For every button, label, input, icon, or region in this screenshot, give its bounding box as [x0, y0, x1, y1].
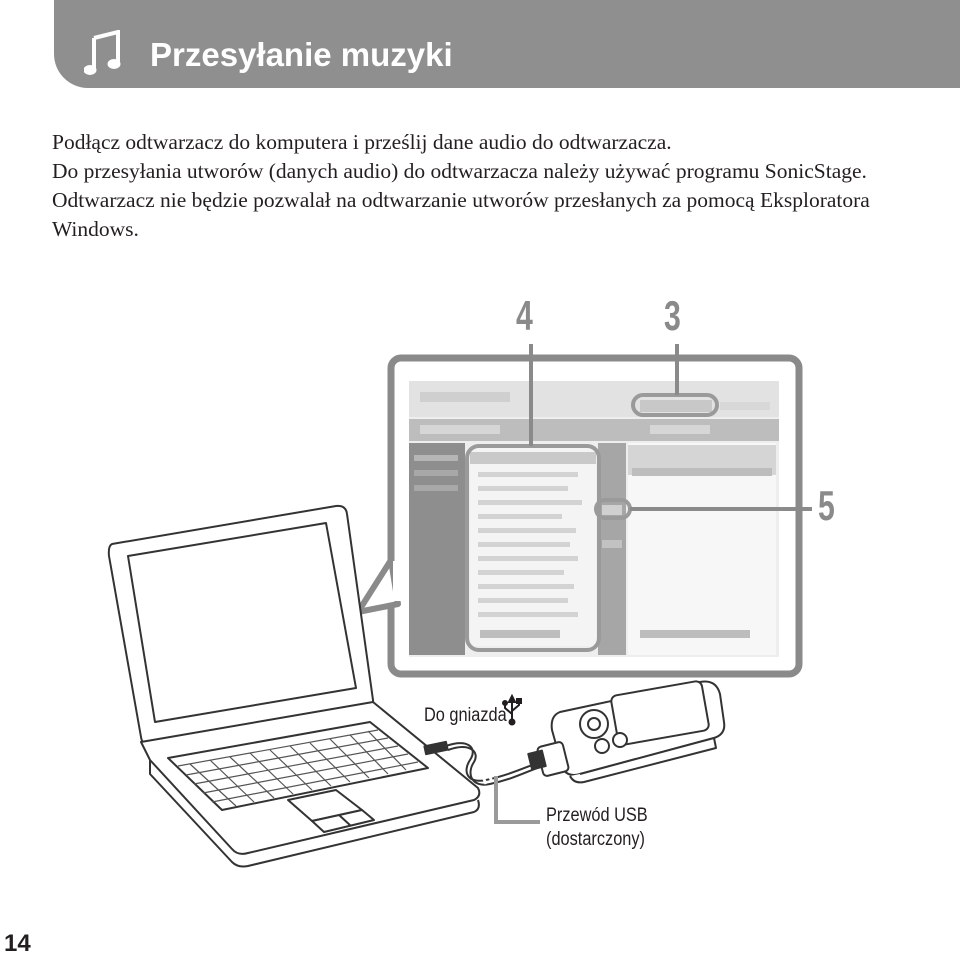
page-title: Przesyłanie muzyki: [150, 36, 453, 73]
page-number: 14: [4, 930, 31, 957]
intro-paragraph-2: Do przesyłania utworów (danych audio) do odtwarzacza należy używać programu SonicStage. Odtwarzacz nie będzie pozwalał na odtwarzanie utworów przesłanych za pomocą Eksploratora Windows.: [52, 159, 870, 241]
walkman-player-illustration: [528, 680, 724, 782]
callout-number-4: 4: [516, 292, 533, 339]
socket-label: Do gniazda: [424, 705, 507, 726]
callout-number-3: 3: [664, 292, 681, 339]
callout-number-5: 5: [818, 482, 835, 529]
leader-line-cable: [496, 776, 540, 822]
intro-line-1: Podłącz odtwarzacz do komputera i prześlij dane audio do odtwarzacza.: [52, 130, 672, 154]
cable-label-line-2: (dostarczony): [546, 829, 645, 850]
cable-label-line-1: Przewód USB: [546, 805, 648, 826]
sonicstage-screen: [409, 381, 779, 657]
